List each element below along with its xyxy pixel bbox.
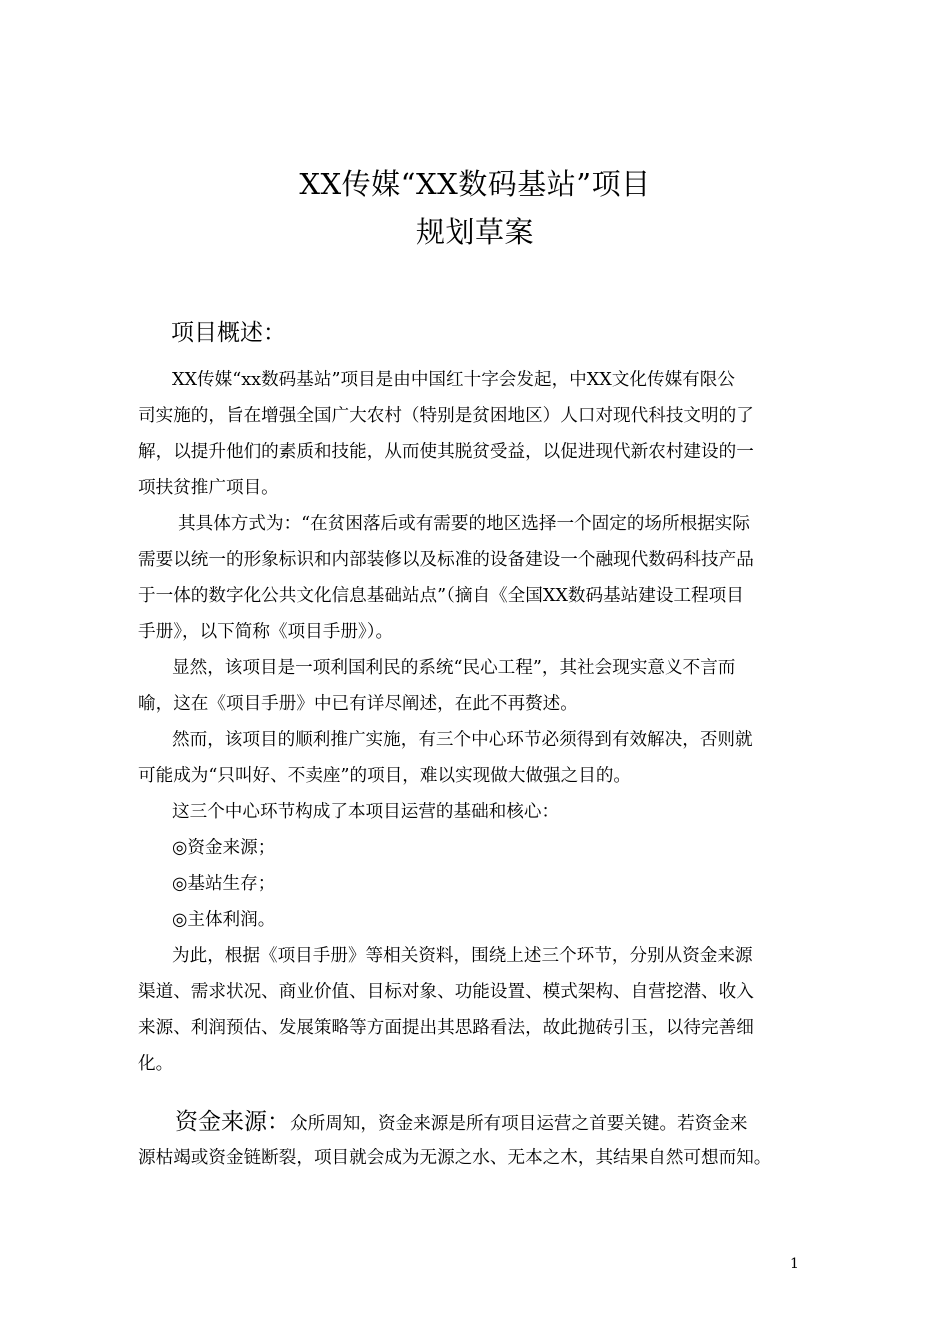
paragraph-line: 源枯竭或资金链断裂，项目就会成为无源之水、无本之木，其结果自然可想而知。 — [138, 1148, 772, 1168]
paragraph-line: 来源、利润预估、发展策略等方面提出其思路看法，故此抛砖引玉，以待完善细 — [138, 1018, 754, 1038]
paragraph-line: 手册》，以下简称《项目手册》）。 — [138, 622, 394, 642]
paragraph-line: 渠道、需求状况、商业价值、目标对象、功能设置、模式架构、自营挖潜、收入 — [138, 982, 754, 1002]
list-item: ◎主体利润。 — [172, 910, 276, 930]
list-item: ◎基站生存； — [172, 874, 276, 894]
list-item: ◎资金来源； — [172, 838, 276, 858]
overview-body — [138, 362, 828, 1082]
paragraph-line: 然而，该项目的顺利推广实施，有三个中心环节必须得到有效解决，否则就 — [172, 730, 753, 750]
paragraph-line: 显然，该项目是一项利国利民的系统“民心工程”，其社会现实意义不言而 — [172, 658, 736, 678]
funding-first-line — [138, 1104, 838, 1140]
paragraph-line: 需要以统一的形象标识和内部装修以及标准的设备建设一个融现代数码科技产品 — [138, 550, 754, 570]
page-number: 1 — [790, 1256, 799, 1272]
paragraph-line: 于一体的数字化公共文化信息基础站点”（摘自《全国XX数码基站建设工程项目 — [138, 586, 744, 606]
section-heading-overview: 项目概述： — [171, 320, 286, 346]
paragraph-line: 项扶贫推广项目。 — [138, 478, 279, 498]
paragraph-line: 解，以提升他们的素质和技能，从而使其脱贫受益，以促进现代新农村建设的一 — [138, 442, 754, 462]
paragraph-line: 这三个中心环节构成了本项目运营的基础和核心： — [172, 802, 560, 822]
paragraph-line: XX传媒“xx数码基站”项目是由中国红十字会发起，中XX文化传媒有限公 — [172, 370, 735, 390]
document-subtitle: 规划草案 — [415, 215, 534, 249]
paragraph-line: 可能成为“只叫好、不卖座”的项目，难以实现做大做强之目的。 — [138, 766, 632, 786]
paragraph-line: 其具体方式为：“在贫困落后或有需要的地区选择一个固定的场所根据实际 — [178, 514, 750, 534]
section-heading-funding: 资金来源： — [175, 1109, 290, 1135]
document-title: XX传媒“XX数码基站”项目 — [299, 167, 651, 201]
paragraph-line: 司实施的，旨在增强全国广大农村（特别是贫困地区）人口对现代科技文明的了 — [138, 406, 754, 426]
paragraph-line: 为此，根据《项目手册》等相关资料，围绕上述三个环节，分别从资金来源 — [172, 946, 753, 966]
paragraph-line: 喻，这在《项目手册》中已有详尽阐述，在此不再赘述。 — [138, 694, 578, 714]
paragraph-line: 化。 — [138, 1054, 174, 1074]
paragraph-line: 众所周知，资金来源是所有项目运营之首要关键。若资金来 — [290, 1114, 748, 1134]
funding-section — [138, 1104, 838, 1176]
